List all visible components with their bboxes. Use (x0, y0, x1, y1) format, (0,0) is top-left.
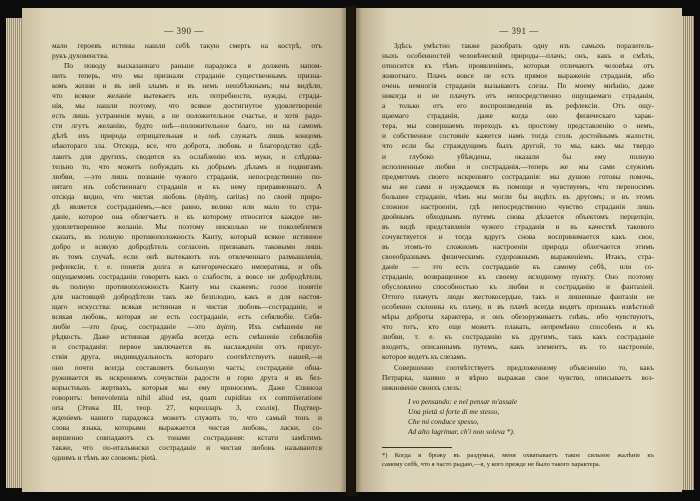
text-line: и собственное состояніе кажется намъ тогда столь достойнымъ жалости, (382, 131, 654, 141)
text-line: предметомъ своего искренняго состраданія: мы душою готовы помочь, (382, 171, 654, 181)
text-line: въ томъ случаѣ, если онѣ вытекаютъ изъ отвлеченнаго размышленія, (52, 251, 322, 261)
text-line: говоритъ: benevolentia nihil aliud est, quam cupiditas ex commiseratione (52, 392, 322, 402)
text-line: что если бы страждущимъ былъ другой, то мы, какъ мы твердо (382, 141, 654, 151)
text-line: мѣры доброты характера, и онъ обезоруживаетъ гнѣвъ, ибо чувствуютъ, (382, 312, 654, 322)
text-line: дѣ является состраданіемъ,—все равно, велико или мало то стра- (52, 201, 322, 211)
text-line: удовлетворенное желаніе. Мы поэтому нисколько не поколеблемся (52, 221, 322, 231)
text-line: есть лишь устраненія муки, а не положительное счастье, и хотя радо- (52, 111, 322, 121)
page-edges-right (680, 16, 694, 490)
text-line: самому себѣ, что я часто рыдаю,—я, у кого прежде не было такого характера. (382, 461, 601, 469)
text-line: своеобразнымъ физическимъ судорожнымъ выраженіемъ. Итакъ, стра- (382, 251, 654, 261)
text-line: оно почти всегда составляетъ большую часть; состраданіе обна- (52, 362, 322, 372)
text-line: обусловлено способностью къ любви и состраданію и фантазіей. (382, 282, 654, 292)
text-line: двойнымъ обходнымъ путемъ снова дѣлается объектомъ перцепціи, (382, 211, 654, 221)
text-line: ныхъ особенностей человѣческой природы—плачъ; онъ, какъ и смѣхъ, (382, 51, 654, 61)
text-line: Совершенно соотвѣтствуетъ предложенному объясненію то, какъ (394, 362, 654, 372)
text-line: мы же сами и нуждаемся въ помощи и чувствуемъ, что переносимъ (382, 181, 654, 191)
text-line: даніе — это есть состраданіе къ самому себѣ, или со- (382, 262, 654, 272)
text-line: I vo pensando: e nel pensar m'assale (408, 396, 518, 406)
verse-quote (382, 397, 654, 437)
text-line: даніе, которое она облегчаетъ и къ которому относится каждое не- (52, 211, 322, 221)
text-line: страданіе, возвращенное къ своему исходному пункту. Оно поэтому (382, 272, 654, 282)
text-line: ощущаемомъ состраданіи говоритъ какъ о слабости, а вовсе не добродѣтели, (52, 272, 322, 282)
text-line: а только отъ его воспроизведенія въ рефлексіи. Отъ ощу- (382, 101, 654, 111)
text-line: тера, мы совершаемъ переходъ къ простому представленію о немъ, (382, 121, 654, 131)
text-line: комъ жизни и въ ней злымъ и въ немъ неизбѣжнымъ; мы видѣли, (52, 81, 322, 91)
text-line: *) Когда я брожу въ раздумьи, меня охватываетъ такое сильное жалѣніе къ (382, 452, 654, 459)
footnote-rule (382, 447, 452, 448)
text-line: однимъ и тѣмъ же словомъ: pietà. (52, 452, 158, 462)
text-line: рѣдкость. Даже истинная дружба всегда есть смѣшеніе себялюбія (52, 332, 322, 342)
text-line: всякая любовь, которая не есть состраданіе, есть себялюбіе. Себя- (52, 312, 322, 322)
text-line: для настоящей добродѣтели такъ же безплодно, какъ и для настоя- (52, 292, 322, 302)
text-line: Здѣсь умѣстно также разобрать одну изъ самыхъ поразитель- (394, 41, 654, 50)
text-line: сти лгутъ желанію, будто онѣ—положительное благо, но на самомъ (52, 121, 322, 131)
text-line: особенно склонны къ плачу, и въ плачѣ всегда видятъ признакъ извѣстной (382, 302, 654, 312)
text-line: дѣлѣ ихъ природа отрицательная и онѣ служатъ лишь концомъ (52, 131, 322, 141)
text-line: любіе —это ἔρως, состраданіе —это ἀγάπη. Ихъ смѣшеніе не (52, 322, 322, 332)
text-line: Che mi conduce spesso, (408, 416, 479, 426)
left-page (22, 8, 346, 492)
text-line: въ видѣ представленія чужого страданія и въ качествѣ такового (382, 221, 654, 231)
text-line: Петрарка, наивно и вѣрно выражая свое чувство, описываетъ воз- (382, 372, 654, 382)
text-line: сочувствуется и тогда вдругъ снова воспринимается какъ свое, (382, 231, 654, 241)
text-line: относится къ тѣмъ проявленіямъ, которыя отличаютъ человѣка отъ (382, 61, 654, 71)
text-line: исполненные любви и состраданія,—теперь же мы сами служимъ (382, 161, 654, 171)
text-line: руживается въ искреннемъ сочувствіи радости и горю друга и въ без- (52, 372, 322, 382)
text-line: и состраданія: первое заключается въ наслажденіи отъ присут- (52, 342, 322, 352)
text-line: нѣкотораго зла. Отсюда, все, что доброта, любовь и благородство сдѣ- (52, 141, 322, 151)
text-line: большее страданіе, чѣмъ мы могли бы видѣть въ другомъ; и въ этомъ (382, 191, 654, 201)
right-page (356, 8, 682, 492)
text-line: животнаго. Плачъ вовсе не есть прямое выраженіе страданія, ибо (382, 71, 654, 81)
text-line: въ полную противоположность Канту мы скажемъ: голое понятіе (52, 282, 322, 292)
page-number: — 390 — (164, 26, 204, 36)
text-line: Ad alto lagrimar, ch'i non soleva *). (408, 426, 515, 436)
text-line: любви, т. е. къ состраданію къ другимъ, такъ какъ состраданіе (382, 332, 654, 342)
text-line: нить теперь, что мы признали страданіе существеннымъ призна- (52, 71, 322, 81)
right-page-text (382, 41, 654, 437)
text-line: входитъ, описаннымъ путемъ, какъ элементъ, въ то настроеніе, (382, 342, 654, 352)
text-line: которое ведетъ къ слезамъ. (382, 352, 467, 362)
text-line: щаго искусства: всякая истинная и чистая любовь—состраданіе, и (52, 302, 322, 312)
text-line: въ этомъ-то сложномъ настроеніи природа облегчается этимъ (382, 241, 654, 251)
text-line: нія, мы нашли поэтому, что всякое достигнутое удовлетвореніе (52, 101, 322, 111)
text-line: мало героевъ истины нашли себѣ такую смерть на кострѣ, отъ (52, 41, 322, 50)
text-line: любви, —это лишь познаніе чужого страданія, непосредственно по- (52, 171, 322, 181)
text-line: жденіемъ нашего парадокса можетъ служить то, что самый тонъ и (52, 412, 322, 422)
text-line: и глубоко убѣждены, оказали бы ему полную (382, 151, 654, 161)
text-line: добро и всякую добродѣтель согласенъ признавать таковыми лишь (52, 241, 322, 251)
text-line: нятаго изъ собственнаго страданія и къ нему приравненнаго. А (52, 181, 322, 191)
text-line: По поводу высказаннаго раньше парадокса я долженъ напом- (64, 61, 322, 71)
text-line: что всякое желаніе вытекаетъ изъ потребности, нужды, страда- (52, 91, 322, 101)
text-line: сказать, въ полную противоположность Канту, который всякое истинное (52, 231, 322, 241)
text-line: orta (Этика III, теор. 27, королларъ 3, схолія). Подтвер- (52, 402, 322, 412)
book-gutter (340, 6, 362, 496)
text-line: рефлексіи, т. е. понятія долга и категорическаго императива, и объ (52, 262, 322, 272)
text-line: сложное настроеніи, гдѣ непосредственно чувство страданія лишь (382, 201, 654, 211)
text-line: очень немногія страданія вызываютъ слезы. По моему мнѣнію, даже (382, 81, 654, 91)
text-line: что тотъ, кто еще можетъ плакать, непремѣнно способенъ и къ (382, 322, 654, 332)
left-page-text (52, 41, 322, 463)
text-line: также, что по-итальянски состраданіе и чистая любовь называются (52, 442, 322, 452)
text-line: Una pietà si forte di me stesso, (408, 406, 500, 416)
text-line: ствія друга, индивидуальность котораго соотвѣтствуетъ нашей,—и (52, 352, 322, 362)
text-line: никновеніе своихъ слезъ: (382, 382, 462, 392)
text-line: отсюда видно, что чистая любовь (ἀγάπη, caritas) по своей приро- (52, 191, 322, 201)
text-line: щаемаго страданія, даже когда оно физическаго харак- (382, 111, 654, 121)
text-line: слова языка, которыми выражается чистая любовь, ласки, со- (52, 422, 322, 432)
page-number: — 391 — (499, 26, 539, 36)
text-line: вершенно совпадаютъ съ тонами сострадания: кстати замѣтимъ (52, 432, 322, 442)
footnote (382, 440, 654, 469)
text-line: лаютъ для другихъ, сводится къ ослабленію ихъ муки, и слѣдова- (52, 151, 322, 161)
text-line: корыстныхъ жертвахъ, которыя мы ему приносимъ. Даже Спиноза (52, 382, 322, 392)
text-line: тельно то, что можетъ побуждать къ добрымъ дѣламъ и подвигамъ (52, 161, 322, 171)
text-line: никогда и не плачутъ отъ непосредственно ощущаемаго страданія, (382, 91, 654, 101)
text-line: Оттого плачутъ люди жестокосердые, такъ и лишенные фантазіи не (382, 292, 654, 302)
text-line: рукъ духовенства. (52, 51, 109, 61)
